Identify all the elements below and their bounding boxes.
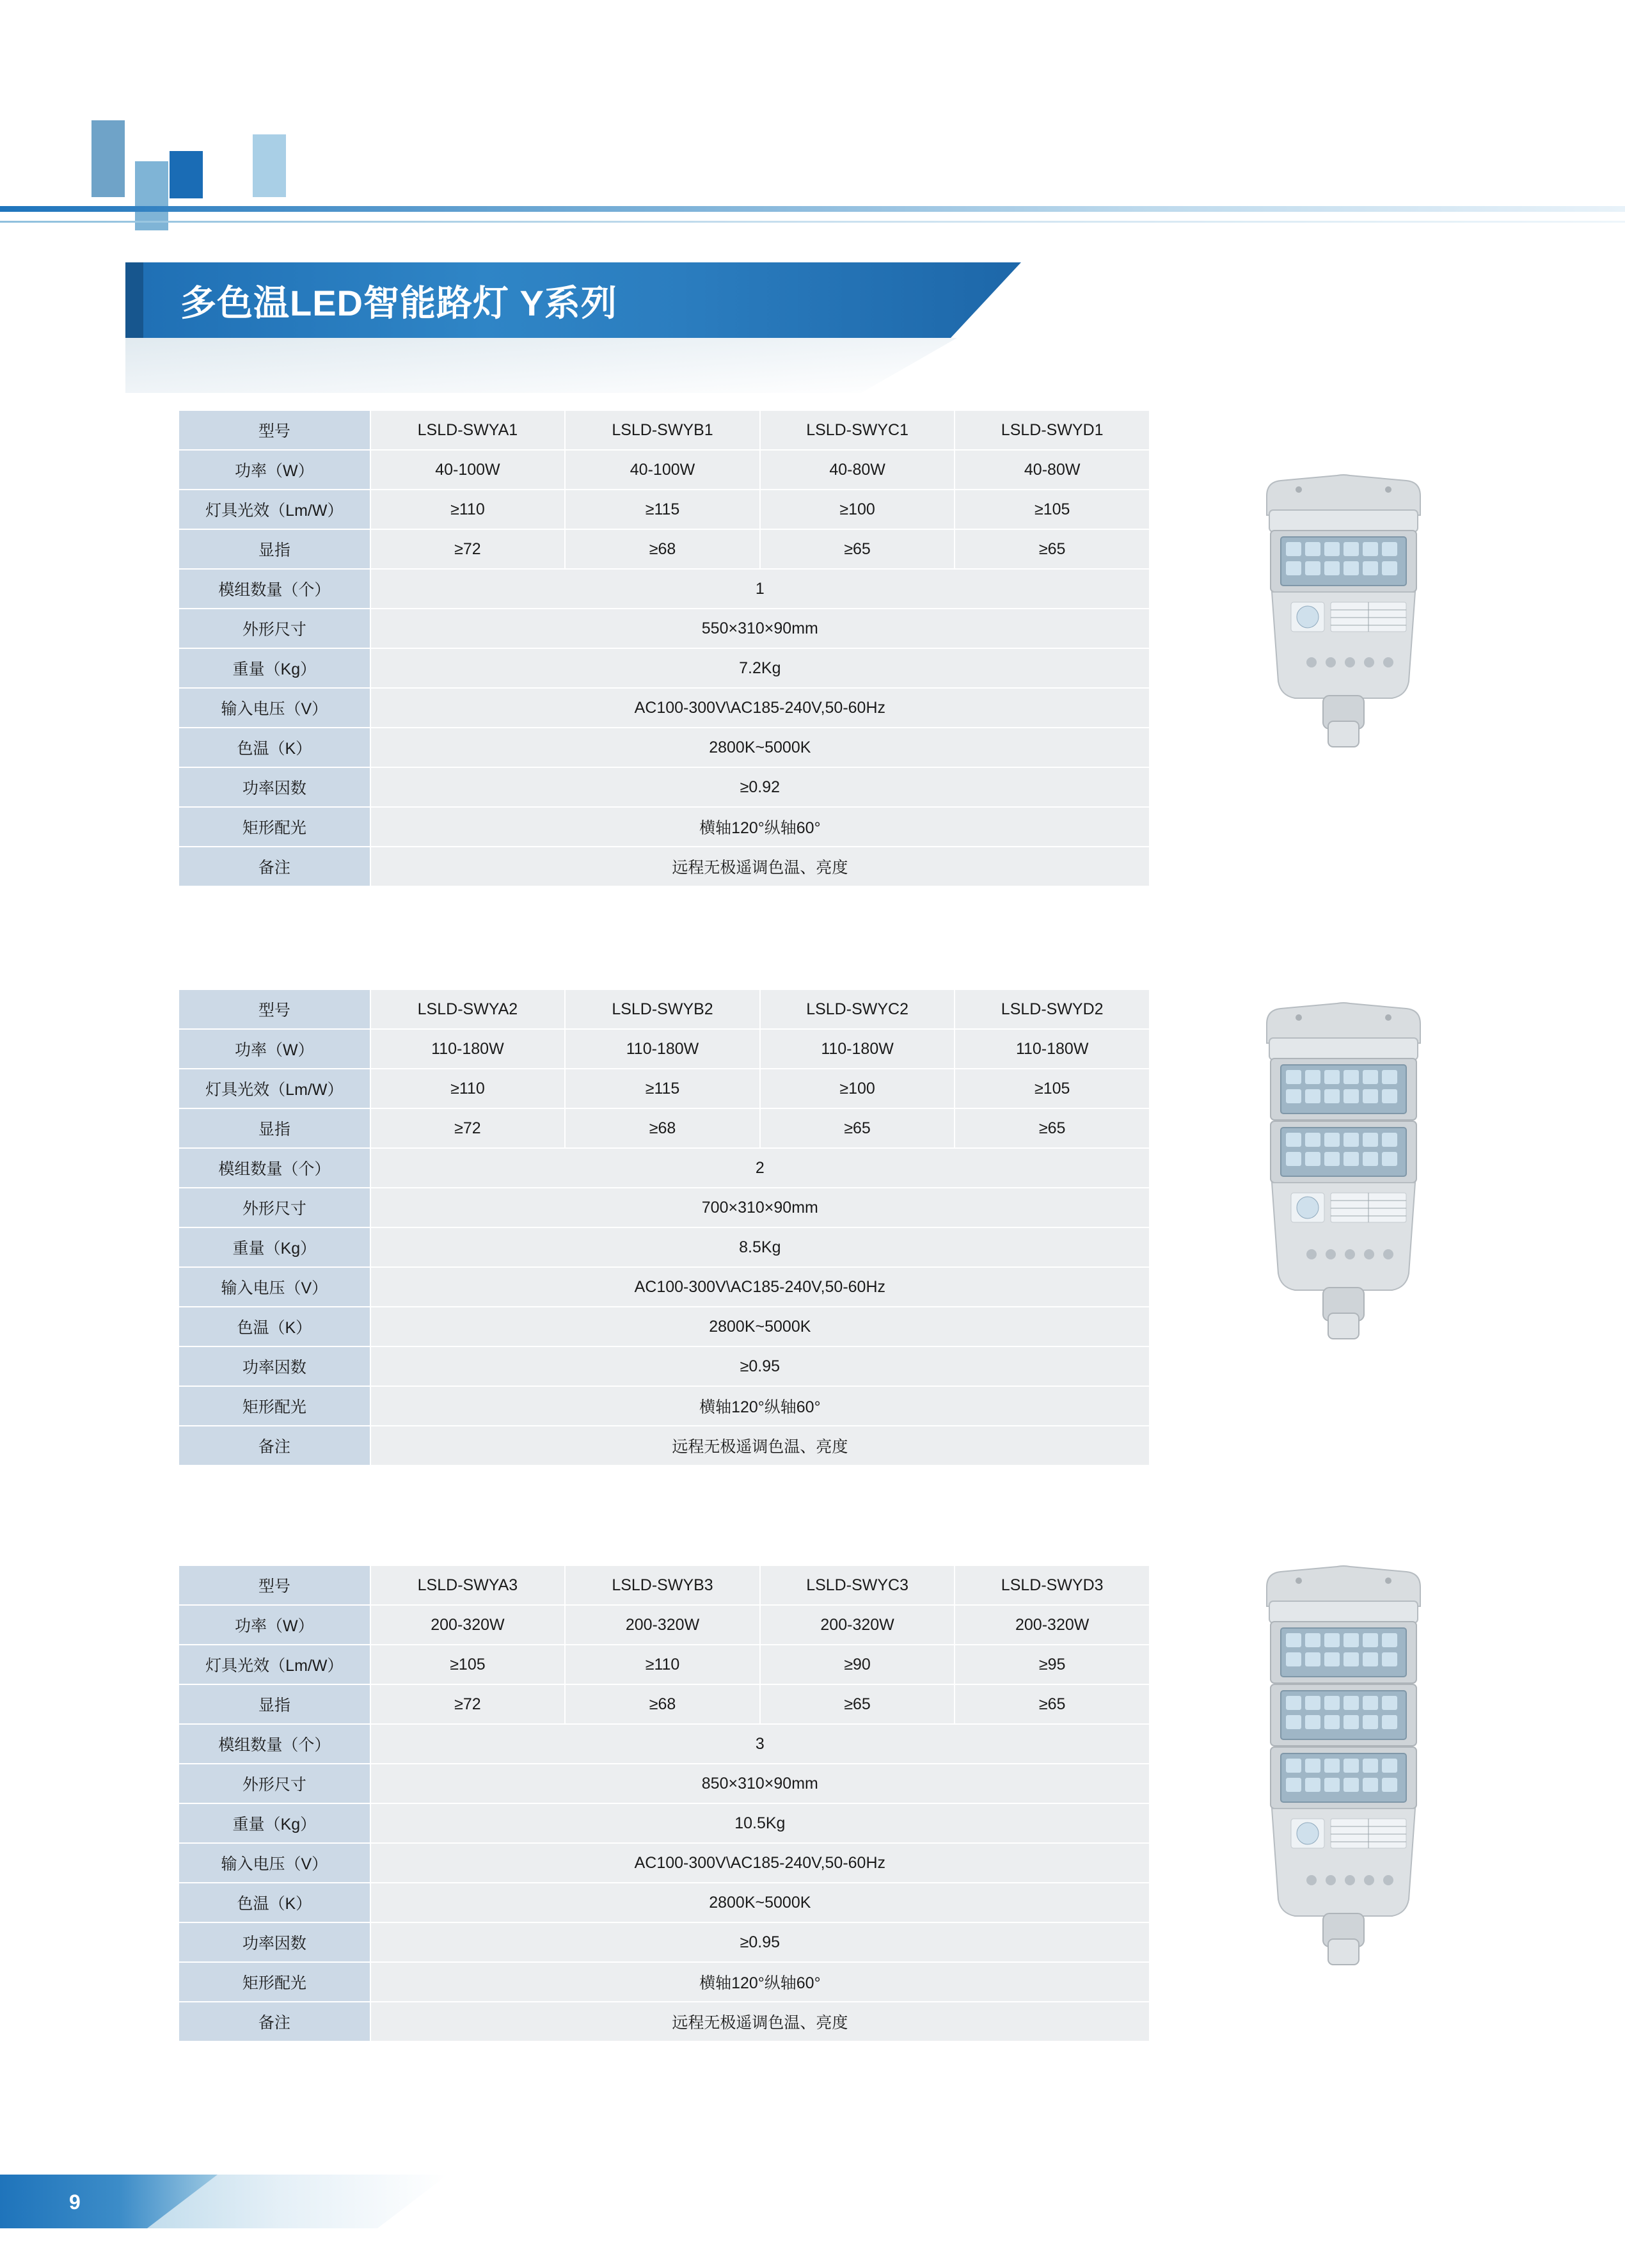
spec-value-cell: ≥65 (955, 1108, 1150, 1148)
page-title: 多色温LED智能路灯 Y系列 (180, 283, 617, 323)
spec-value-cell: ≥68 (565, 529, 760, 569)
page-number: 9 (69, 2191, 81, 2214)
row-label: 重量（Kg） (178, 648, 370, 688)
table-row (178, 609, 1150, 648)
title-banner (125, 262, 1021, 338)
row-label: 灯具光效（Lm/W） (178, 1069, 370, 1108)
table-row (178, 1764, 1150, 1803)
model-name-cell: LSLD-SWYD1 (955, 410, 1150, 450)
row-label: 矩形配光 (178, 1962, 370, 2002)
spec-value-cell: 3 (370, 1724, 1150, 1764)
deco-bar-3 (170, 151, 203, 198)
spec-value-cell: 40-80W (760, 450, 955, 490)
row-label: 输入电压（V） (178, 688, 370, 728)
row-label: 色温（K） (178, 728, 370, 767)
table-row (178, 1645, 1150, 1684)
table-row (178, 847, 1150, 886)
table-row (178, 728, 1150, 767)
table-row (178, 1148, 1150, 1188)
table-row (178, 569, 1150, 609)
spec-value-cell: 横轴120°纵轴60° (370, 1962, 1150, 2002)
spec-value-cell: ≥100 (760, 490, 955, 529)
spec-value-cell: 110-180W (955, 1029, 1150, 1069)
deco-bar-2 (135, 161, 168, 230)
row-label: 型号 (178, 989, 370, 1029)
model-name-cell: LSLD-SWYB1 (565, 410, 760, 450)
spec-value-cell: 远程无极遥调色温、亮度 (370, 847, 1150, 886)
spec-value-cell: ≥65 (760, 1108, 955, 1148)
spec-table-series-2 (178, 989, 1150, 1466)
spec-value-cell: AC100-300V\AC185-240V,50-60Hz (370, 688, 1150, 728)
spec-value-cell: ≥65 (760, 529, 955, 569)
spec-value-cell: 10.5Kg (370, 1803, 1150, 1843)
row-label: 外形尺寸 (178, 609, 370, 648)
table-row (178, 490, 1150, 529)
table-row (178, 1962, 1150, 2002)
model-name-cell: LSLD-SWYD3 (955, 1565, 1150, 1605)
table-row (178, 1188, 1150, 1227)
spec-value-cell: 1 (370, 569, 1150, 609)
row-label: 功率因数 (178, 1922, 370, 1962)
spec-value-cell: 横轴120°纵轴60° (370, 807, 1150, 847)
table-row (178, 648, 1150, 688)
row-label: 备注 (178, 1426, 370, 1465)
table-row (178, 410, 1150, 450)
footer-banner (0, 2175, 218, 2228)
row-label: 模组数量（个） (178, 1724, 370, 1764)
model-name-cell: LSLD-SWYA3 (370, 1565, 566, 1605)
row-label: 功率因数 (178, 767, 370, 807)
table-row (178, 1346, 1150, 1386)
street-lamp-image-3 (1241, 1561, 1446, 2022)
model-name-cell: LSLD-SWYC1 (760, 410, 955, 450)
spec-value-cell: ≥110 (370, 1069, 566, 1108)
spec-value-cell: ≥72 (370, 529, 566, 569)
row-label: 备注 (178, 2002, 370, 2041)
table-row (178, 1267, 1150, 1307)
table-row (178, 1724, 1150, 1764)
table-row (178, 1922, 1150, 1962)
spec-value-cell: ≥65 (955, 529, 1150, 569)
spec-value-cell: ≥105 (955, 1069, 1150, 1108)
table-row (178, 1684, 1150, 1724)
table-row (178, 1386, 1150, 1426)
table-row (178, 1108, 1150, 1148)
spec-value-cell: ≥65 (955, 1684, 1150, 1724)
title-banner-shadow (125, 338, 957, 393)
spec-value-cell: 200-320W (760, 1605, 955, 1645)
row-label: 模组数量（个） (178, 1148, 370, 1188)
row-label: 灯具光效（Lm/W） (178, 1645, 370, 1684)
table-row (178, 450, 1150, 490)
spec-value-cell: 40-100W (370, 450, 566, 490)
spec-value-cell: ≥0.92 (370, 767, 1150, 807)
spec-value-cell: 横轴120°纵轴60° (370, 1386, 1150, 1426)
table-row (178, 767, 1150, 807)
row-label: 输入电压（V） (178, 1267, 370, 1307)
spec-value-cell: AC100-300V\AC185-240V,50-60Hz (370, 1843, 1150, 1883)
spec-value-cell: ≥95 (955, 1645, 1150, 1684)
table-row (178, 807, 1150, 847)
spec-value-cell: 550×310×90mm (370, 609, 1150, 648)
spec-value-cell: 110-180W (565, 1029, 760, 1069)
header-rule-secondary (0, 221, 1625, 223)
row-label: 型号 (178, 1565, 370, 1605)
spec-value-cell: ≥110 (565, 1645, 760, 1684)
table-row (178, 1069, 1150, 1108)
spec-value-cell: ≥65 (760, 1684, 955, 1724)
street-lamp-image-1 (1241, 470, 1446, 803)
model-name-cell: LSLD-SWYB2 (565, 989, 760, 1029)
spec-value-cell: 2800K~5000K (370, 728, 1150, 767)
table-row (178, 1227, 1150, 1267)
table-row (178, 1803, 1150, 1843)
table-row (178, 1605, 1150, 1645)
table-row (178, 1843, 1150, 1883)
spec-value-cell: ≥105 (955, 490, 1150, 529)
spec-value-cell: ≥0.95 (370, 1346, 1150, 1386)
row-label: 色温（K） (178, 1883, 370, 1922)
spec-value-cell: 7.2Kg (370, 648, 1150, 688)
spec-value-cell: 远程无极遥调色温、亮度 (370, 1426, 1150, 1465)
table-row (178, 989, 1150, 1029)
spec-value-cell: 8.5Kg (370, 1227, 1150, 1267)
row-label: 功率（W） (178, 1029, 370, 1069)
spec-value-cell: ≥115 (565, 1069, 760, 1108)
spec-value-cell: 40-100W (565, 450, 760, 490)
model-name-cell: LSLD-SWYA2 (370, 989, 566, 1029)
row-label: 功率因数 (178, 1346, 370, 1386)
spec-value-cell: ≥110 (370, 490, 566, 529)
spec-value-cell: AC100-300V\AC185-240V,50-60Hz (370, 1267, 1150, 1307)
spec-value-cell: 40-80W (955, 450, 1150, 490)
spec-value-cell: ≥72 (370, 1684, 566, 1724)
street-lamp-image-2 (1241, 998, 1446, 1395)
spec-value-cell: ≥90 (760, 1645, 955, 1684)
spec-value-cell: ≥100 (760, 1069, 955, 1108)
spec-value-cell: 200-320W (565, 1605, 760, 1645)
spec-table-series-1 (178, 410, 1150, 887)
model-name-cell: LSLD-SWYB3 (565, 1565, 760, 1605)
spec-value-cell: 2800K~5000K (370, 1883, 1150, 1922)
spec-value-cell: ≥68 (565, 1684, 760, 1724)
row-label: 模组数量（个） (178, 569, 370, 609)
spec-value-cell: ≥115 (565, 490, 760, 529)
header-decoration (0, 0, 1625, 230)
spec-value-cell: ≥0.95 (370, 1922, 1150, 1962)
spec-value-cell: 远程无极遥调色温、亮度 (370, 2002, 1150, 2041)
table-row (178, 1565, 1150, 1605)
deco-bar-4 (253, 134, 286, 197)
spec-value-cell: ≥72 (370, 1108, 566, 1148)
spec-table-series-3 (178, 1565, 1150, 2042)
row-label: 外形尺寸 (178, 1188, 370, 1227)
row-label: 功率（W） (178, 450, 370, 490)
row-label: 输入电压（V） (178, 1843, 370, 1883)
spec-value-cell: 200-320W (955, 1605, 1150, 1645)
header-rule-primary (0, 206, 1625, 212)
table-row (178, 1883, 1150, 1922)
spec-value-cell: 110-180W (760, 1029, 955, 1069)
model-name-cell: LSLD-SWYC3 (760, 1565, 955, 1605)
row-label: 显指 (178, 1108, 370, 1148)
spec-value-cell: 110-180W (370, 1029, 566, 1069)
row-label: 功率（W） (178, 1605, 370, 1645)
spec-value-cell: 200-320W (370, 1605, 566, 1645)
table-row (178, 2002, 1150, 2041)
row-label: 矩形配光 (178, 1386, 370, 1426)
table-row (178, 529, 1150, 569)
table-row (178, 1307, 1150, 1346)
spec-value-cell: 700×310×90mm (370, 1188, 1150, 1227)
row-label: 重量（Kg） (178, 1803, 370, 1843)
row-label: 备注 (178, 847, 370, 886)
spec-value-cell: 2800K~5000K (370, 1307, 1150, 1346)
model-name-cell: LSLD-SWYC2 (760, 989, 955, 1029)
row-label: 灯具光效（Lm/W） (178, 490, 370, 529)
table-row (178, 1426, 1150, 1465)
row-label: 显指 (178, 529, 370, 569)
row-label: 矩形配光 (178, 807, 370, 847)
table-row (178, 688, 1150, 728)
row-label: 显指 (178, 1684, 370, 1724)
deco-bar-1 (91, 120, 125, 197)
spec-value-cell: ≥105 (370, 1645, 566, 1684)
row-label: 型号 (178, 410, 370, 450)
spec-value-cell: ≥68 (565, 1108, 760, 1148)
spec-value-cell: 2 (370, 1148, 1150, 1188)
row-label: 重量（Kg） (178, 1227, 370, 1267)
spec-value-cell: 850×310×90mm (370, 1764, 1150, 1803)
table-row (178, 1029, 1150, 1069)
row-label: 外形尺寸 (178, 1764, 370, 1803)
row-label: 色温（K） (178, 1307, 370, 1346)
model-name-cell: LSLD-SWYD2 (955, 989, 1150, 1029)
model-name-cell: LSLD-SWYA1 (370, 410, 566, 450)
